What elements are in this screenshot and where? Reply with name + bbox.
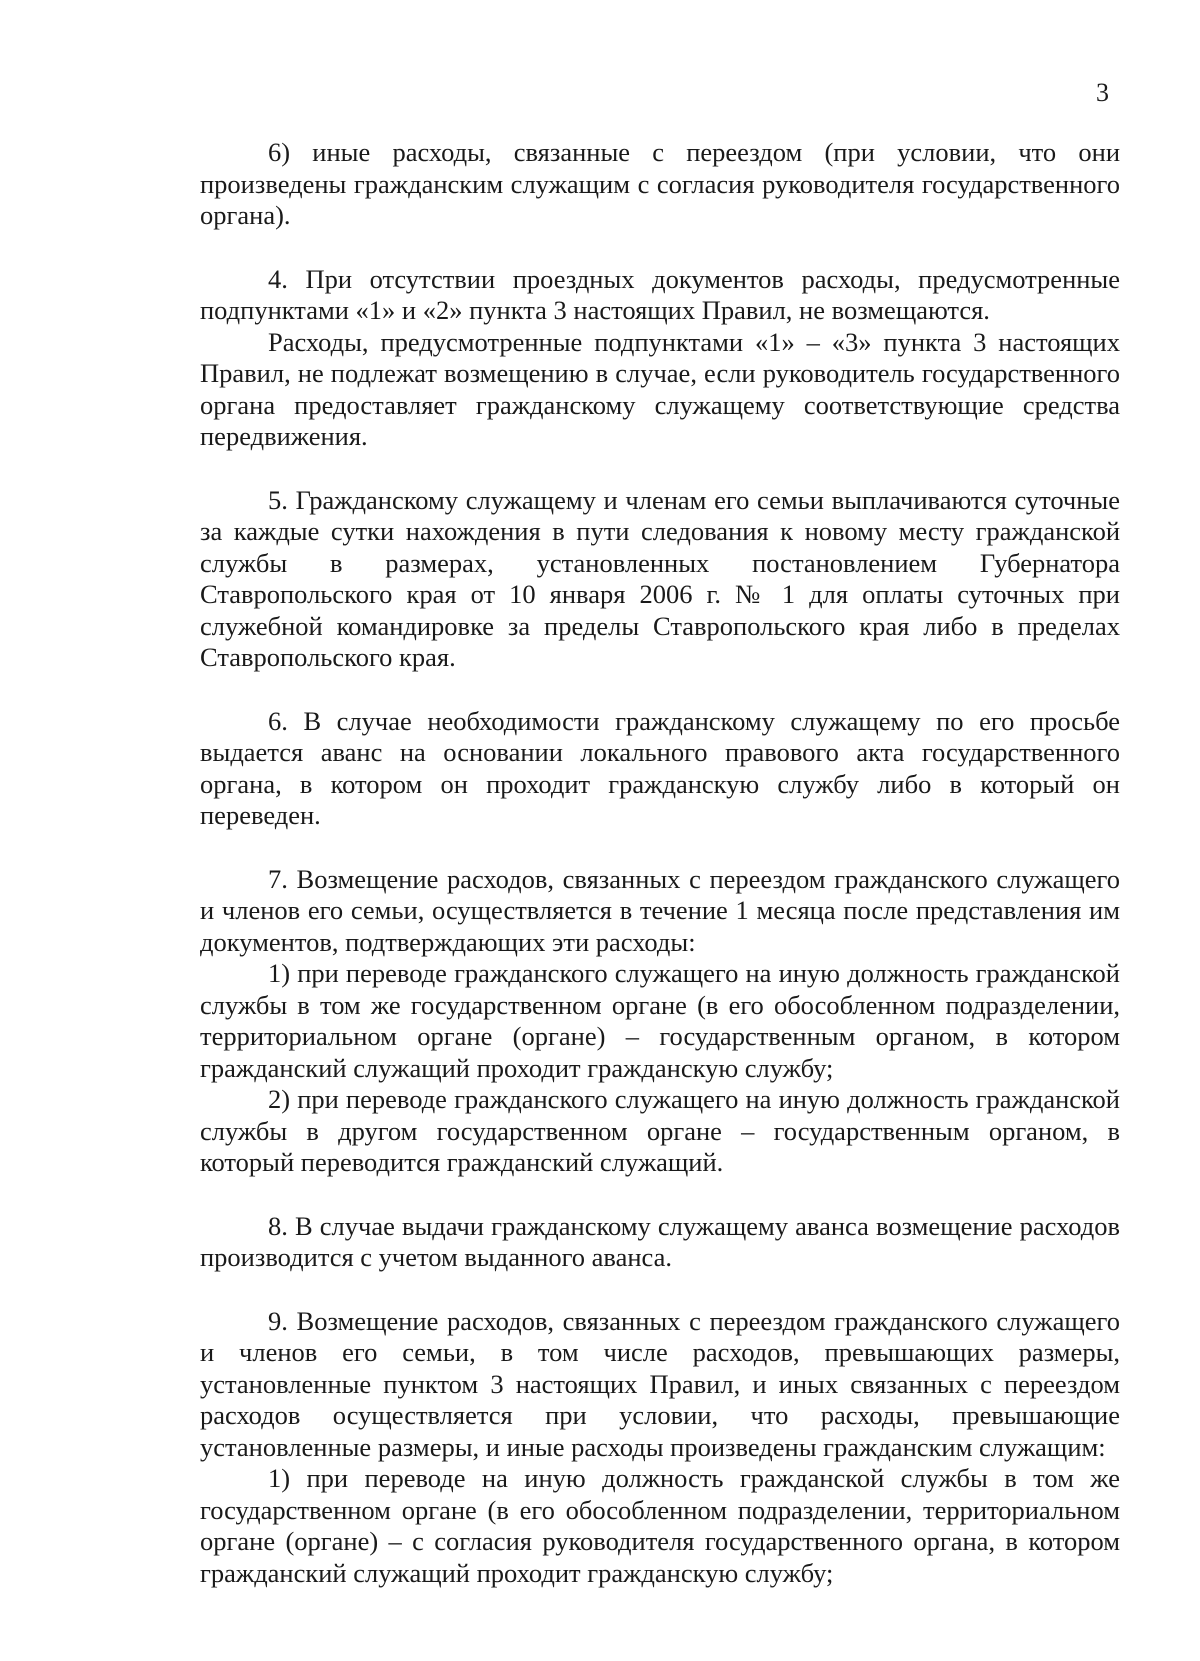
page-number: 3: [1096, 78, 1109, 107]
paragraph: 6) иные расходы, связанные с переездом (при условии, что они произведены гражданским служащим с согласия руководителя государственного органа).: [200, 137, 1120, 230]
paragraph: 9. Возмещение расходов, связанных с переездом гражданского служащего и членов его семьи, в том числе расходов, превышающих размеры, установленные пунктом 3 настоящих Правил, и иных связанных с переездом расходов осуществляется при условии, что расходы, превышающие установленные размеры, и иные расходы произведены гражданским служащим:: [200, 1305, 1120, 1462]
paragraph: 7. Возмещение расходов, связанных с переездом гражданского служащего и членов его семьи, осуществляется в течение 1 месяца после представления им документов, подтверждающих эти расходы:: [200, 863, 1120, 957]
document-body: [200, 137, 1120, 1589]
paragraph: 4. При отсутствии проездных документов расходы, предусмотренные подпунктами «1» и «2» пункта 3 настоящих Правил, не возмещаются.: [200, 263, 1120, 325]
paragraph: 8. В случае выдачи гражданскому служащему аванса возмещение расходов производится с учетом выданного аванса.: [200, 1210, 1120, 1272]
paragraph: 6. В случае необходимости гражданскому служащему по его просьбе выдается аванс на основании локального правового акта государственного органа, в котором он проходит гражданскую службу либо в который он переведен.: [200, 705, 1120, 830]
paragraph: 1) при переводе на иную должность гражданской службы в том же государственном органе (в его обособленном подразделении, территориальном органе (органе) – с согласия руководителя государственного органа, в котором гражданский служащий проходит гражданскую службу;: [200, 1463, 1120, 1588]
paragraph: 5. Гражданскому служащему и членам его семьи выплачиваются суточные за каждые сутки нахождения в пути следования к новому месту гражданской службы в размерах, установленных постановлением Губернатора Ставропольского края от 10 января 2006 г. № 1 для оплаты суточных при служебной командировке за пределы Ставропольского края либо в пределах Ставропольского края.: [200, 484, 1120, 672]
paragraph: Расходы, предусмотренные подпунктами «1» – «3» пункта 3 настоящих Правил, не подлежат возмещению в случае, если руководитель государственного органа предоставляет гражданскому служащему соответствующие средства передвижения.: [200, 326, 1120, 451]
paragraph: 1) при переводе гражданского служащего на иную должность гражданской службы в том же государственном органе (в его обособленном подразделении, территориальном органе (органе) – государственным органом, в котором гражданский служащий проходит гражданскую службу;: [200, 958, 1120, 1083]
paragraph: 2) при переводе гражданского служащего на иную должность гражданской службы в другом государственном органе – государственным органом, в который переводится гражданский служащий.: [200, 1084, 1120, 1177]
